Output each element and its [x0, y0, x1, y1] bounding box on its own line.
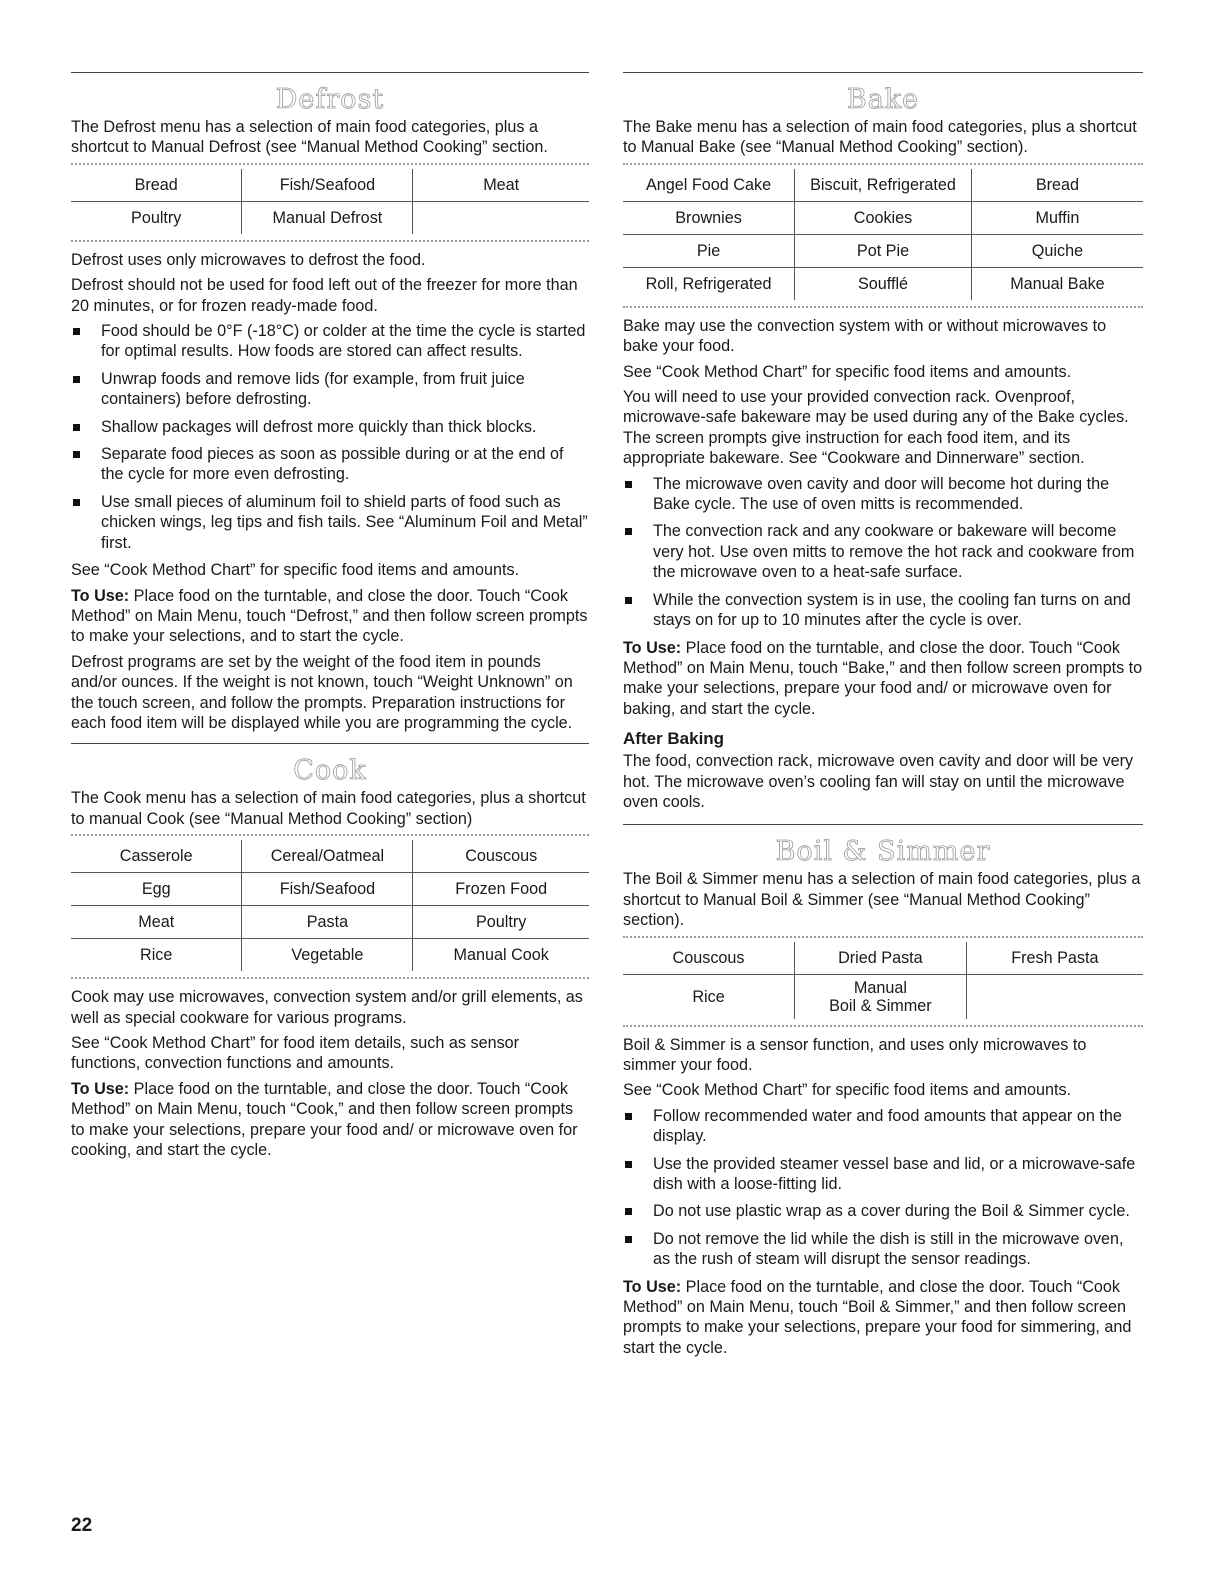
table-cell: Frozen Food	[413, 873, 589, 906]
list-item	[623, 474, 1143, 515]
table-cell: Poultry	[71, 201, 242, 234]
table-cell: Pie	[623, 234, 795, 267]
table-cell: Angel Food Cake	[623, 169, 795, 202]
table-cell: Fish/Seafood	[242, 873, 413, 906]
table-cell: Couscous	[623, 942, 795, 975]
left-column	[71, 72, 589, 1165]
table-row	[71, 939, 589, 972]
table-row	[623, 234, 1143, 267]
bake-bullet-list	[623, 474, 1143, 631]
table-row	[71, 201, 589, 234]
boil-simmer-paragraph: See “Cook Method Chart” for specific food items and amounts.	[623, 1081, 1072, 1100]
table-row	[623, 267, 1143, 300]
table-row	[71, 906, 589, 939]
to-use-text: Place food on the turntable, and close the door. Touch “Cook Method” on Main Menu, touch “Cook,” and then follow screen prompts to make your selections, prepare your food and/ or microwave oven for cooking, and start the cycle.	[71, 1079, 578, 1159]
table-cell: Brownies	[623, 201, 795, 234]
table-cell: Manual Cook	[453, 946, 549, 965]
to-use-text: Place food on the turntable, and close the door. Touch “Cook Method” on Main Menu, touch “Boil & Simmer,” and then follow screen prompts to make your selections, prepare your food for simmering, and start the cycle.	[623, 1277, 1132, 1357]
list-item-text: Follow recommended water and food amounts that appear on the display.	[653, 1106, 1122, 1146]
bullet-square-icon	[625, 481, 632, 488]
table-row	[623, 169, 1143, 202]
defrost-paragraph: See “Cook Method Chart” for specific food items and amounts.	[71, 561, 520, 580]
list-item	[71, 369, 589, 410]
to-use-label: To Use:	[71, 586, 130, 605]
table-cell: Bread	[971, 169, 1143, 202]
to-use-label: To Use:	[623, 1277, 682, 1296]
bullet-square-icon	[73, 451, 80, 458]
list-item-text: Use small pieces of aluminum foil to shield parts of food such as chicken wings, leg tips and fish tails. See “Aluminum Foil and Metal” first.	[101, 492, 588, 552]
table-bottom-border	[623, 306, 1143, 308]
table-bottom-border	[623, 1025, 1143, 1027]
defrost-table	[71, 169, 589, 234]
bullet-square-icon	[73, 376, 80, 383]
list-item	[623, 1229, 1143, 1270]
list-item	[71, 321, 589, 362]
cook-paragraph: See “Cook Method Chart” for food item details, such as sensor functions, convection functions and amounts.	[71, 1033, 520, 1073]
table-cell: Manual Bake	[1010, 274, 1105, 293]
table-cell: Rice	[71, 939, 242, 972]
bullet-square-icon	[625, 1161, 632, 1168]
list-item	[623, 1201, 1143, 1221]
list-item-text: Shallow packages will defrost more quickly than thick blocks.	[101, 417, 537, 436]
list-item-text: Use the provided steamer vessel base and lid, or a microwave-safe dish with a loose-fitting lid.	[653, 1154, 1136, 1193]
right-column	[623, 72, 1143, 1363]
table-cell	[966, 974, 1143, 1019]
bullet-square-icon	[625, 1113, 632, 1120]
table-cell: Casserole	[71, 840, 242, 873]
table-top-border	[623, 163, 1143, 165]
table-cell	[413, 201, 589, 234]
table-top-border	[623, 936, 1143, 938]
bake-title: Bake	[846, 84, 920, 115]
table-row	[623, 974, 1143, 1019]
defrost-title: Defrost	[275, 84, 385, 115]
boil-simmer-title: Boil & Simmer	[775, 836, 991, 868]
table-top-border	[71, 834, 589, 836]
defrost-bullet-list	[71, 321, 589, 553]
table-cell: Meat	[71, 906, 242, 939]
after-baking-text: The food, convection rack, microwave oven cavity and door will be very hot. The microwave oven’s cooling fan will stay on until the microwave oven cools.	[623, 752, 1134, 811]
table-cell: Fresh Pasta	[966, 942, 1143, 975]
cook-table	[71, 840, 589, 971]
table-bottom-border	[71, 977, 589, 979]
defrost-paragraph: Defrost programs are set by the weight of the food item in pounds and/or ounces. If the weight is not known, touch “Weight Unknown” on the touch screen, and follow the prompts. Preparation instructions for each food item will be displayed while you are programming the cycle.	[71, 652, 573, 732]
table-cell: Soufflé	[795, 267, 972, 300]
cook-to-use	[71, 1079, 589, 1161]
table-cell: Couscous	[413, 840, 589, 873]
boil-simmer-table	[623, 942, 1143, 1019]
table-row	[71, 840, 589, 873]
page-number: 22	[71, 1515, 93, 1536]
table-cell: Muffin	[971, 201, 1143, 234]
list-item	[623, 521, 1143, 582]
bullet-square-icon	[625, 1208, 632, 1215]
bake-to-use	[623, 638, 1143, 720]
list-item	[71, 444, 589, 485]
table-cell: Pot Pie	[795, 234, 972, 267]
table-cell: Fish/Seafood	[242, 169, 413, 202]
list-item-text: Do not remove the lid while the dish is still in the microwave oven, as the rush of steam will disrupt the sensor readings.	[653, 1229, 1124, 1269]
table-cell: Poultry	[413, 906, 589, 939]
to-use-label: To Use:	[623, 638, 682, 657]
table-cell: Pasta	[242, 906, 413, 939]
list-item-text: The microwave oven cavity and door will become hot during the Bake cycle. The use of oven mitts is recommended.	[653, 474, 1110, 514]
bullet-square-icon	[625, 597, 632, 604]
bullet-square-icon	[625, 1236, 632, 1243]
list-item-text: Unwrap foods and remove lids (for example, from fruit juice containers) before defrosting.	[101, 369, 525, 409]
section-divider	[623, 72, 1143, 73]
to-use-text: Place food on the turntable, and close the door. Touch “Cook Method” on Main Menu, touch “Bake,” and then follow screen prompts to make your selections, prepare your food and/ or microwave oven for baking, and start the cycle.	[623, 638, 1143, 718]
table-cell: Bread	[71, 169, 242, 202]
bake-paragraph: See “Cook Method Chart” for specific food items and amounts.	[623, 362, 1072, 381]
table-row	[623, 942, 1143, 975]
bullet-square-icon	[73, 424, 80, 431]
table-cell: Cereal/Oatmeal	[242, 840, 413, 873]
table-cell: Dried Pasta	[795, 942, 967, 975]
bullet-square-icon	[625, 528, 632, 535]
table-cell-line: Boil & Simmer	[829, 996, 932, 1015]
table-cell: Vegetable	[242, 939, 413, 972]
list-item-text: Separate food pieces as soon as possible during or at the end of the cycle for more even defrosting.	[101, 445, 564, 484]
table-row	[71, 873, 589, 906]
list-item	[71, 492, 589, 553]
table-cell: Manual Defrost	[242, 201, 413, 234]
list-item	[623, 1106, 1143, 1147]
cook-paragraph: Cook may use microwaves, convection system and/or grill elements, as well as special cookware for various programs.	[71, 988, 583, 1027]
table-cell: Cookies	[795, 201, 972, 234]
list-item-text: While the convection system is in use, the cooling fan turns on and stays on for up to 10 minutes after the cycle is over.	[653, 590, 1131, 630]
table-cell: Quiche	[971, 234, 1143, 267]
bullet-square-icon	[73, 328, 80, 335]
list-item	[71, 417, 589, 437]
table-cell: Roll, Refrigerated	[623, 267, 795, 300]
defrost-to-use	[71, 586, 589, 647]
table-cell: Egg	[71, 873, 242, 906]
defrost-paragraph: Defrost uses only microwaves to defrost the food.	[71, 250, 426, 269]
table-row	[623, 201, 1143, 234]
defrost-paragraph: Defrost should not be used for food left out of the freezer for more than 20 minutes, or for frozen ready-made food.	[71, 276, 578, 315]
section-divider	[71, 72, 589, 73]
bake-intro: The Bake menu has a selection of main food categories, plus a shortcut to Manual Bake (see “Manual Method Cooking” section).	[623, 118, 1137, 157]
table-cell: Biscuit, Refrigerated	[795, 169, 972, 202]
list-item-text: Do not use plastic wrap as a cover during the Boil & Simmer cycle.	[653, 1202, 1130, 1221]
boil-simmer-intro: The Boil & Simmer menu has a selection of main food categories, plus a shortcut to Manual Boil & Simmer (see “Manual Method Cooking” section).	[623, 870, 1141, 930]
bake-paragraph: You will need to use your provided convection rack. Ovenproof, microwave-safe bakeware may be used during any of the Bake cycles. The screen prompts give instruction for each food item, and its appropriate bakeware. See “Cookware and Dinnerware” section.	[623, 388, 1129, 468]
cook-title: Cook	[293, 755, 367, 787]
table-cell-line: Manual	[853, 978, 907, 997]
bake-paragraph: Bake may use the convection system with or without microwaves to bake your food.	[623, 316, 1107, 356]
section-divider	[623, 824, 1143, 825]
bullet-square-icon	[73, 499, 80, 506]
list-item-text: The convection rack and any cookware or bakeware will become very hot. Use oven mitts to remove the hot rack and cookware from the microwave oven to a heat-safe surface.	[653, 522, 1135, 582]
list-item	[623, 590, 1143, 631]
defrost-intro: The Defrost menu has a selection of main food categories, plus a shortcut to Manual Defrost (see “Manual Method Cooking” section.	[71, 118, 548, 157]
table-top-border	[71, 163, 589, 165]
table-cell: Meat	[413, 169, 589, 202]
after-baking-heading: After Baking	[623, 729, 725, 749]
boil-simmer-bullet-list	[623, 1106, 1143, 1270]
list-item-text: Food should be 0°F (-18°C) or colder at the time the cycle is started for optimal results. How foods are stored can affect results.	[101, 322, 586, 361]
to-use-text: Place food on the turntable, and close the door. Touch “Cook Method” on Main Menu, touch “Defrost,” and then follow screen prompts to make your selections, and to start the cycle.	[71, 586, 588, 646]
boil-simmer-to-use	[623, 1277, 1143, 1359]
to-use-label: To Use:	[71, 1079, 130, 1098]
table-cell	[795, 974, 967, 1019]
table-bottom-border	[71, 240, 589, 242]
cook-intro: The Cook menu has a selection of main food categories, plus a shortcut to manual Cook (see “Manual Method Cooking” section)	[71, 789, 586, 828]
boil-simmer-paragraph: Boil & Simmer is a sensor function, and uses only microwaves to simmer your food.	[623, 1035, 1087, 1074]
table-row	[71, 169, 589, 202]
bake-table	[623, 169, 1143, 300]
table-cell: Rice	[623, 974, 795, 1019]
section-divider	[71, 743, 589, 744]
list-item	[623, 1154, 1143, 1195]
